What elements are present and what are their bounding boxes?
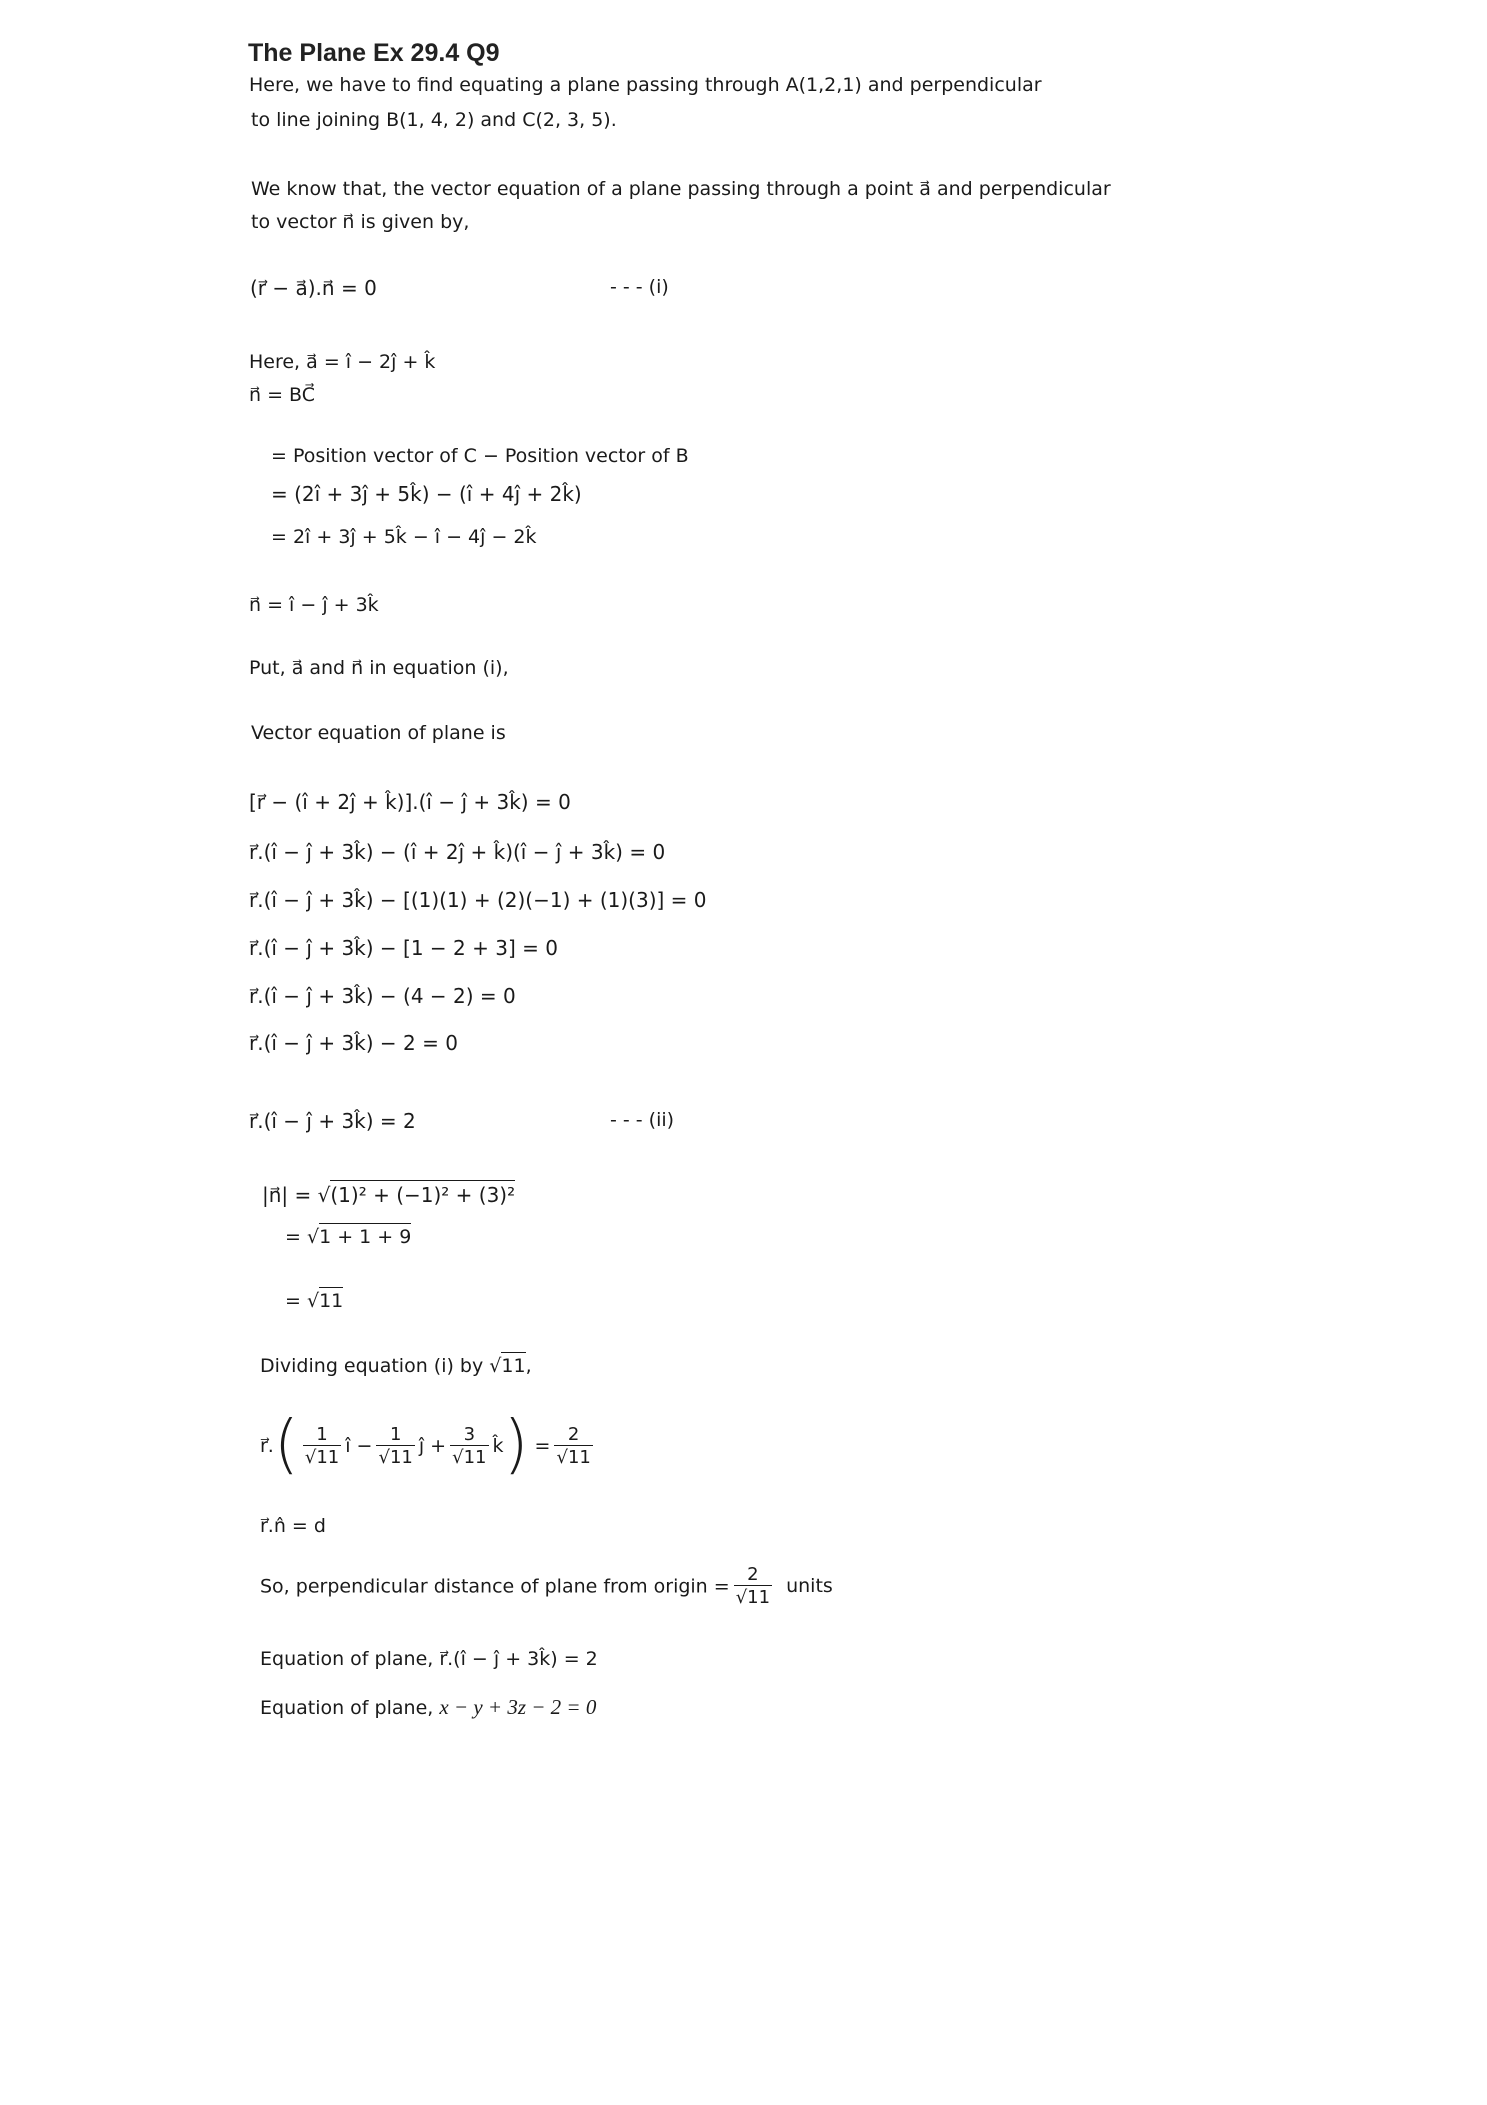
sqrt-icon: √ xyxy=(306,1226,320,1248)
intro-line-2: to line joining B(1, 4, 2) and C(2, 3, 5). xyxy=(251,109,617,131)
position-vector-line: = Position vector of C − Position vector of B xyxy=(271,445,689,467)
vector-equation-heading: Vector equation of plane is xyxy=(251,722,506,744)
intro-line-1: Here, we have to find equating a plane passing through A(1,2,1) and perpendicular xyxy=(249,74,1042,96)
formula-intro-line-2: to vector n⃗ is given by, xyxy=(251,211,470,233)
magnitude-equals: = xyxy=(285,1290,307,1312)
fraction-4-num: 2 xyxy=(567,1423,580,1445)
dividing-radicand: 11 xyxy=(501,1352,525,1377)
fraction-2-den: √11 xyxy=(378,1446,413,1468)
given-a-vector: Here, a⃗ = î − 2ĵ + k̂ xyxy=(249,351,436,373)
step-6: r⃗.(î − ĵ + 3k̂) − 2 = 0 xyxy=(249,1031,458,1055)
formula-intro-line-1: We know that, the vector equation of a plane passing through a point a⃗ and perpendicular xyxy=(251,178,1111,200)
unit-normal-equation xyxy=(260,1408,597,1482)
sqrt-icon: √ xyxy=(489,1355,502,1377)
position-vector-line-3: = 2î + 3ĵ + 5k̂ − î − 4ĵ − 2k̂ xyxy=(271,526,537,548)
dividing-line xyxy=(260,1357,532,1376)
fraction-1-rad: 11 xyxy=(316,1446,340,1468)
unit-i: î − xyxy=(345,1435,373,1457)
right-paren: ) xyxy=(503,1408,529,1482)
fraction-1-den: √11 xyxy=(304,1446,340,1468)
magnitude-radicand: (1)² + (−1)² + (3)² xyxy=(330,1180,515,1207)
magnitude-line-1 xyxy=(262,1185,515,1205)
fraction-1-num: 1 xyxy=(316,1423,328,1445)
magnitude-line-2 xyxy=(285,1228,411,1247)
unit-k: k̂ xyxy=(492,1435,504,1457)
dividing-text: Dividing equation (i) by xyxy=(260,1355,490,1377)
unit-equals: = xyxy=(534,1435,551,1457)
step-4: r⃗.(î − ĵ + 3k̂) − [1 − 2 + 3] = 0 xyxy=(249,936,558,960)
r-dot-n-hat: r⃗.n̂ = d xyxy=(260,1515,326,1537)
distance-num: 2 xyxy=(747,1564,759,1585)
fraction-4-den: √11 xyxy=(556,1446,591,1468)
fraction-4-rad: 11 xyxy=(567,1446,591,1468)
left-paren: ( xyxy=(273,1408,299,1482)
substitute-line: Put, a⃗ and n⃗ in equation (i), xyxy=(249,657,509,679)
distance-rad: 11 xyxy=(747,1586,771,1608)
step-2: r⃗.(î − ĵ + 3k̂) − (î + 2ĵ + k̂)(î − ĵ + 3k̂) = 0 xyxy=(249,840,666,864)
equation-ii: r⃗.(î − ĵ + 3k̂) = 2 xyxy=(249,1109,416,1133)
fraction-2 xyxy=(376,1423,414,1468)
fraction-3-num: 3 xyxy=(463,1423,476,1445)
equation-ii-tag: - - - (ii) xyxy=(610,1109,675,1131)
final-vector-equation: Equation of plane, r⃗.(î − ĵ + 3k̂) = 2 xyxy=(260,1648,598,1670)
fraction-1 xyxy=(303,1423,341,1468)
step-1: [r⃗ − (î + 2ĵ + k̂)].(î − ĵ + 3k̂) = 0 xyxy=(249,790,571,814)
unit-j: ĵ + xyxy=(418,1435,447,1457)
equation-i: (r⃗ − a⃗).n⃗ = 0 xyxy=(250,276,377,300)
fraction-3 xyxy=(450,1423,488,1468)
final-cartesian-value: x − y + 3z − 2 = 0 xyxy=(439,1695,597,1719)
n-equals-bc: n⃗ = BC⃗ xyxy=(249,384,316,406)
distance-den: √11 xyxy=(735,1586,771,1608)
fraction-3-den: √11 xyxy=(452,1446,487,1468)
page-title: The Plane Ex 29.4 Q9 xyxy=(248,39,500,67)
step-3: r⃗.(î − ĵ + 3k̂) − [(1)(1) + (2)(−1) + (1)(3)] = 0 xyxy=(249,888,707,912)
magnitude-equals: = xyxy=(285,1226,307,1248)
final-cartesian-label: Equation of plane, xyxy=(260,1697,440,1719)
n-result: n⃗ = î − ĵ + 3k̂ xyxy=(249,594,379,616)
distance-text: So, perpendicular distance of plane from origin = xyxy=(260,1575,730,1598)
equation-i-tag: - - - (i) xyxy=(610,276,669,298)
sqrt-icon: √ xyxy=(306,1290,320,1312)
magnitude-radicand-2: 1 + 1 + 9 xyxy=(319,1223,411,1248)
dividing-comma: , xyxy=(525,1355,532,1377)
distance-line xyxy=(260,1566,833,1608)
position-vector-line-2: = (2î + 3ĵ + 5k̂) − (î + 4ĵ + 2k̂) xyxy=(271,482,582,506)
fraction-3-rad: 11 xyxy=(463,1446,487,1468)
magnitude-line-3 xyxy=(285,1292,343,1311)
magnitude-radicand-3: 11 xyxy=(319,1287,343,1312)
unit-lhs: r⃗. xyxy=(260,1435,274,1457)
fraction-2-rad: 11 xyxy=(389,1446,413,1468)
sqrt-icon: √ xyxy=(317,1183,331,1207)
magnitude-lhs: |n⃗| = xyxy=(262,1183,318,1207)
step-5: r⃗.(î − ĵ + 3k̂) − (4 − 2) = 0 xyxy=(249,984,516,1008)
fraction-2-num: 1 xyxy=(389,1423,402,1445)
distance-units: units xyxy=(786,1575,833,1598)
fraction-4 xyxy=(554,1423,592,1468)
final-cartesian-equation xyxy=(260,1697,596,1718)
distance-fraction xyxy=(734,1566,772,1608)
